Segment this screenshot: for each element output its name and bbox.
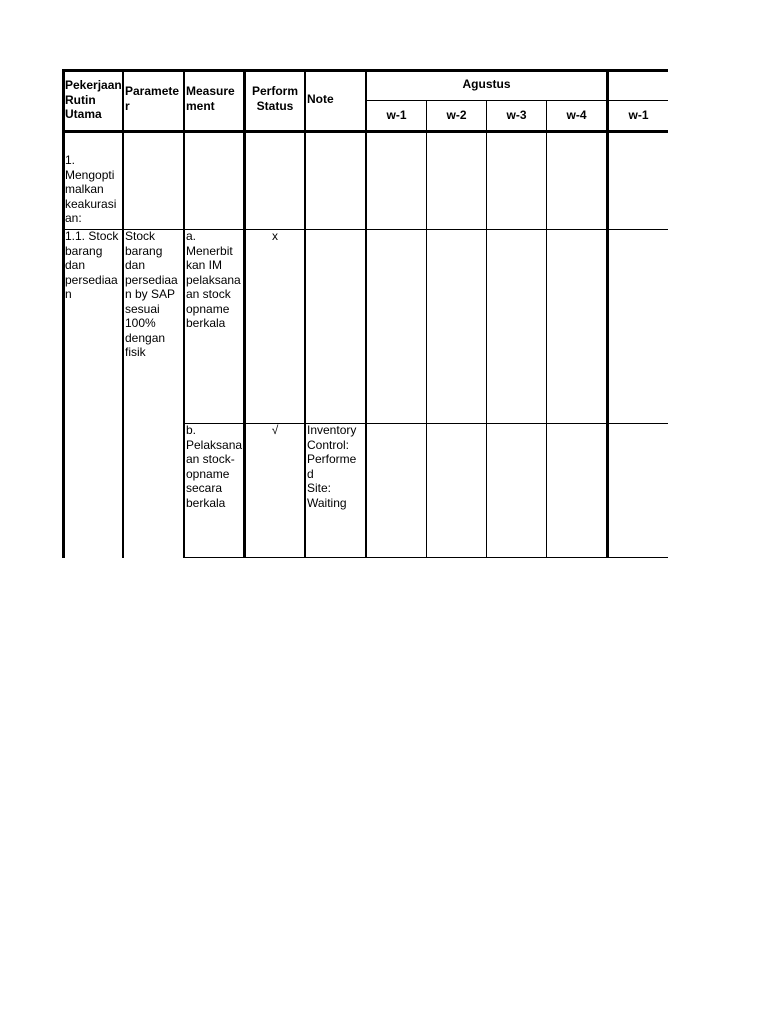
row3-status: √ — [271, 423, 279, 437]
header-week-1: w-1 — [386, 108, 407, 122]
row2-status: x — [272, 229, 278, 243]
row3-note: Inventory Control: Performe d Site: Waiting — [307, 423, 357, 510]
col-border-measurement — [183, 69, 185, 558]
month-divider — [366, 100, 668, 101]
header-parameter: Paramete r — [125, 84, 180, 113]
row2-measurement: a. Menerbit kan IM pelaksana an stock opname berkala — [186, 229, 241, 330]
header-measurement: Measure ment — [186, 84, 235, 113]
col-border-week1 — [365, 69, 367, 558]
header-pekerjaan: Pekerjaan Rutin Utama — [65, 78, 122, 121]
header-next-week-1: w-1 — [628, 108, 649, 122]
col-border-parameter — [122, 69, 124, 558]
row2-parameter: Stock barang dan persediaa n by SAP sesuai 100% dengan fisik — [125, 229, 178, 359]
col-border-week4 — [546, 101, 547, 558]
header-note: Note — [307, 92, 334, 106]
col-border-week3 — [486, 101, 487, 558]
col-border-left — [62, 69, 65, 558]
col-border-next-month — [606, 69, 609, 558]
header-week-2: w-2 — [446, 108, 467, 122]
header-week-3: w-3 — [506, 108, 527, 122]
row3-measurement: b. Pelaksana an stock- opname secara berkala — [186, 423, 243, 510]
col-border-week2 — [426, 101, 427, 558]
header-month: Agustus — [462, 77, 511, 91]
header-perform-status: Perform Status — [251, 84, 298, 113]
row2-pekerjaan: 1.1. Stock barang dan persediaa n — [65, 229, 119, 301]
col-border-note — [304, 69, 306, 558]
header-week-4: w-4 — [566, 108, 587, 122]
row1-pekerjaan: 1. Mengopti malkan keakurasi an: — [65, 153, 117, 225]
